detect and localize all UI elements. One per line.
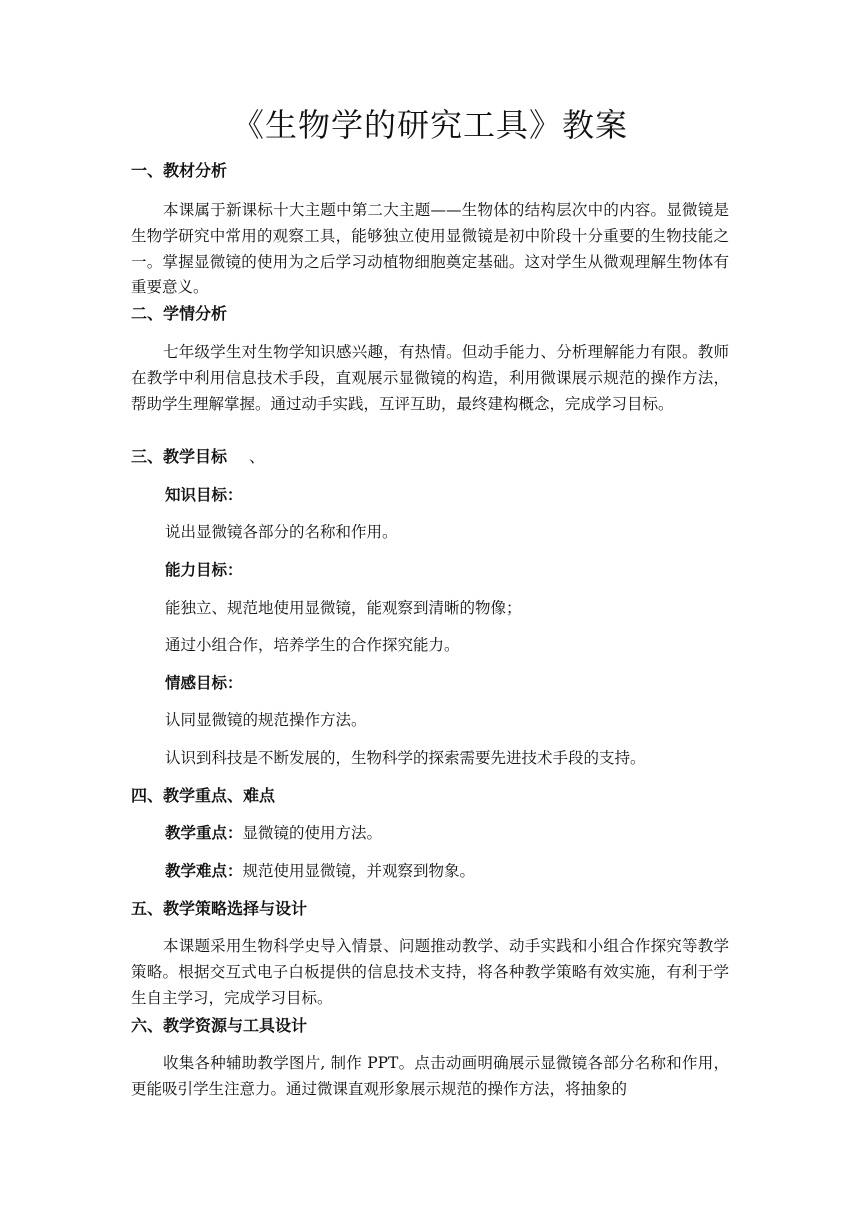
ability-goal-label: 能力目标： [165, 561, 243, 579]
section-body-1: 本课属于新课标十大主题中第二大主题——生物体的结构层次中的内容。显微镜是生物学研究中常用的观察工具，能够独立使用显微镜是初中阶段十分重要的生物技能之一。掌握显微镜的使用为之后学习动植物细胞奠定基础。这对学生从微观理解生物体有重要意义。 [131, 201, 729, 297]
section-heading-3-text: 三、教学目标 [131, 447, 228, 466]
emotion-goal-item-1: 认同显微镜的规范操作方法。 [165, 711, 367, 729]
teaching-focus-text: 显微镜的使用方法。 [242, 824, 383, 842]
emotion-goal-item-2: 认识到科技是不断发展的，生物科学的探索需要先进技术手段的支持。 [165, 749, 646, 767]
knowledge-goal-item: 说出显微镜各部分的名称和作用。 [165, 523, 398, 541]
emotion-goal-label: 情感目标： [165, 674, 243, 692]
document-title: 《生物学的研究工具》教案 [231, 106, 628, 144]
knowledge-goal-label: 知识目标： [165, 486, 243, 504]
section-heading-6: 六、教学资源与工具设计 [131, 1016, 308, 1035]
teaching-focus-label: 教学重点： [165, 824, 243, 842]
section-heading-3 [131, 446, 265, 468]
section-heading-5: 五、教学策略选择与设计 [131, 899, 308, 918]
ability-goal-item-1: 能独立、规范地使用显微镜，能观察到清晰的物像； [165, 599, 522, 617]
section-body-5: 本课题采用生物科学史导入情景、问题推动教学、动手实践和小组合作探究等教学策略。根据交互式电子白板提供的信息技术支持，将各种教学策略有效实施，有利于学生自主学习，完成学习目标。 [131, 937, 729, 1007]
teaching-focus [165, 822, 382, 844]
section-heading-2: 二、学情分析 [131, 304, 228, 323]
section-body-2: 七年级学生对生物学知识感兴趣，有热情。但动手能力、分析理解能力有限。教师在教学中利用信息技术手段，直观展示显微镜的构造，利用微课展示规范的操作方法，帮助学生理解掌握。通过动手实践，互评互助，最终建构概念，完成学习目标。 [131, 343, 729, 413]
teaching-difficulty-label: 教学难点： [165, 862, 243, 880]
section-heading-3-mark: 、 [249, 447, 266, 466]
teaching-difficulty [165, 860, 475, 882]
ability-goal-item-2: 通过小组合作，培养学生的合作探究能力。 [165, 636, 460, 654]
section-heading-1: 一、教材分析 [131, 161, 228, 180]
section-body-6: 收集各种辅助教学图片, 制作 PPT。点击动画明确展示显微镜各部分名称和作用，更能吸引学生注意力。通过微课直观形象展示规范的操作方法，将抽象的 [131, 1054, 729, 1098]
section-heading-4: 四、教学重点、难点 [131, 786, 276, 805]
teaching-difficulty-text: 规范使用显微镜，并观察到物象。 [242, 862, 476, 880]
